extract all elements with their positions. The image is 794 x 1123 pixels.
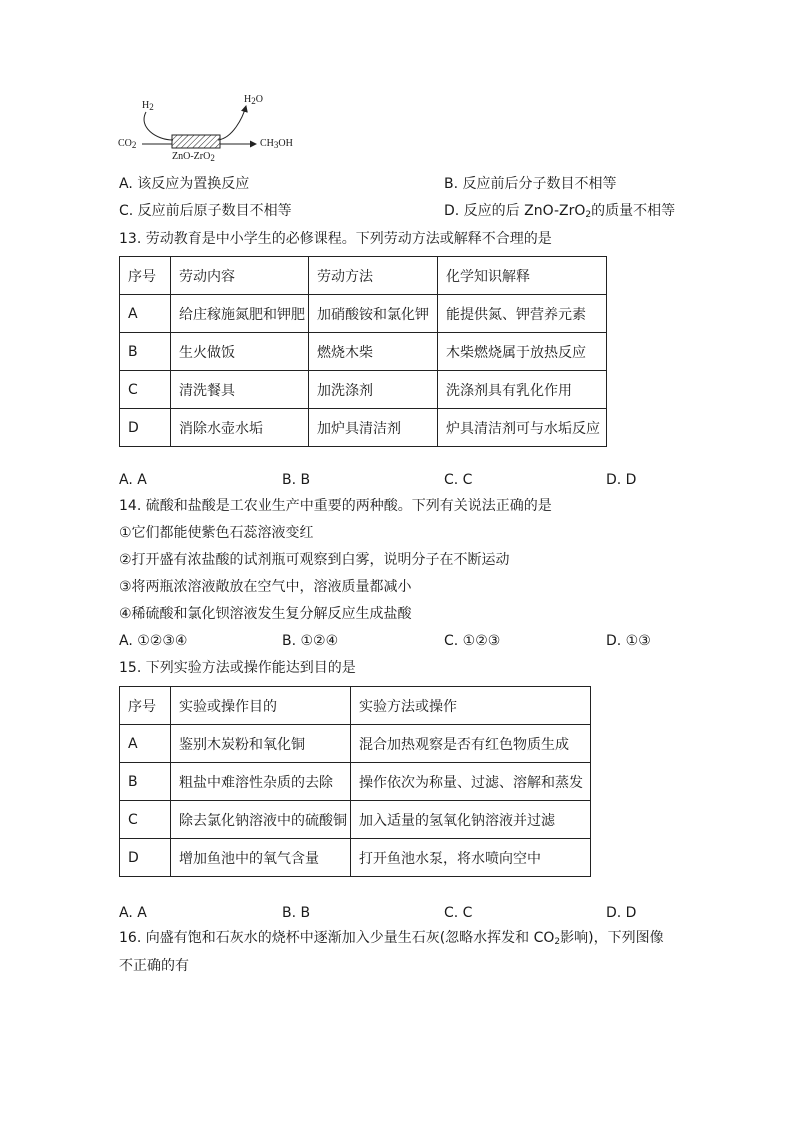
q15-option-a: A. A (119, 905, 147, 921)
q13-header-cell: 劳动内容 (171, 257, 309, 295)
table-row (120, 725, 591, 763)
q14-option-a: A. ①②③④ (119, 633, 188, 649)
q14-option-d: D. ①③ (606, 633, 651, 649)
q14-statement-1: ①它们都能使紫色石蕊溶液变红 (119, 525, 314, 541)
q12-option-b: B. 反应前后分子数目不相等 (444, 176, 617, 192)
table-cell: 加洗涤剂 (309, 371, 438, 409)
table-cell: D (120, 409, 171, 447)
h2o-label: H2O (244, 94, 263, 106)
table-row (120, 333, 607, 371)
q13-header-row (120, 257, 607, 295)
table-cell: B (120, 763, 171, 801)
table-cell: 加炉具清洁剂 (309, 409, 438, 447)
table-cell: 洗涤剂具有乳化作用 (438, 371, 607, 409)
table-cell: 消除水壶水垢 (171, 409, 309, 447)
q15-table (119, 686, 591, 877)
table-cell: 除去氯化钠溶液中的硫酸铜 (171, 801, 351, 839)
table-cell: 木柴燃烧属于放热反应 (438, 333, 607, 371)
q14-option-b: B. ①②④ (282, 633, 339, 649)
table-cell: C (120, 371, 171, 409)
table-cell: 燃烧木柴 (309, 333, 438, 371)
co2-label: CO2 (118, 138, 137, 150)
q15-option-c: C. C (444, 905, 473, 921)
q13-option-c: C. C (444, 472, 473, 488)
table-row (120, 839, 591, 877)
q13-table (119, 256, 607, 447)
table-cell: A (120, 725, 171, 763)
q13-option-b: B. B (282, 472, 311, 488)
q12-option-c: C. 反应前后原子数目不相等 (119, 203, 292, 219)
q15-option-b: B. B (282, 905, 311, 921)
q12-option-a: A. 该反应为置换反应 (119, 176, 250, 192)
q13-header-cell: 序号 (120, 257, 171, 295)
table-cell: 加硝酸铵和氯化钾 (309, 295, 438, 333)
q14-statement-3: ③将两瓶浓溶液敞放在空气中，溶液质量都减小 (119, 579, 412, 595)
q16-stem-line2: 不正确的有 (119, 958, 189, 974)
q13-stem: 13. 劳动教育是中小学生的必修课程。下列劳动方法或解释不合理的是 (119, 231, 552, 247)
table-cell: 混合加热观察是否有红色物质生成 (351, 725, 591, 763)
table-cell: 增加鱼池中的氧气含量 (171, 839, 351, 877)
q16-stem: 16. 向盛有饱和石灰水的烧杯中逐渐加入少量生石灰(忽略水挥发和 $CO_2$影响)，下列图像 (119, 930, 664, 947)
table-row (120, 763, 591, 801)
q15-header-row (120, 687, 591, 725)
q12-option-d: D. 反应的后 ZnO-ZrO$_2$的质量不相等 (444, 203, 676, 220)
table-cell: 打开鱼池水泵，将水喷向空中 (351, 839, 591, 877)
table-row (120, 801, 591, 839)
q15-option-d: D. D (606, 905, 637, 921)
table-cell: 加入适量的氢氧化钠溶液并过滤 (351, 801, 591, 839)
q13-header-cell: 劳动方法 (309, 257, 438, 295)
table-cell: A (120, 295, 171, 333)
table-cell: 炉具清洁剂可与水垢反应 (438, 409, 607, 447)
table-row (120, 295, 607, 333)
q13-option-a: A. A (119, 472, 147, 488)
ch3oh-label: CH3OH (260, 138, 293, 150)
q15-stem: 15. 下列实验方法或操作能达到目的是 (119, 660, 356, 676)
table-cell: 能提供氮、钾营养元素 (438, 295, 607, 333)
table-cell: 清洗餐具 (171, 371, 309, 409)
q15-header-cell: 实验方法或操作 (351, 687, 591, 725)
q15-header-cell: 实验或操作目的 (171, 687, 351, 725)
table-cell: 粗盐中难溶性杂质的去除 (171, 763, 351, 801)
q13-header-cell: 化学知识解释 (438, 257, 607, 295)
catalyst-label: ZnO-ZrO2 (172, 151, 215, 163)
q14-option-c: C. ①②③ (444, 633, 501, 649)
table-row (120, 409, 607, 447)
table-cell: D (120, 839, 171, 877)
q13-option-d: D. D (606, 472, 637, 488)
q15-header-cell: 序号 (120, 687, 171, 725)
q14-stem: 14. 硫酸和盐酸是工农业生产中重要的两种酸。下列有关说法正确的是 (119, 498, 552, 514)
table-cell: C (120, 801, 171, 839)
table-cell: 生火做饭 (171, 333, 309, 371)
reaction-diagram (118, 92, 308, 167)
h2-label: H2 (142, 100, 154, 112)
table-cell: B (120, 333, 171, 371)
table-cell: 给庄稼施氮肥和钾肥 (171, 295, 309, 333)
q14-statement-4: ④稀硫酸和氯化钡溶液发生复分解反应生成盐酸 (119, 606, 412, 622)
table-cell: 鉴别木炭粉和氧化铜 (171, 725, 351, 763)
table-row (120, 371, 607, 409)
q14-statement-2: ②打开盛有浓盐酸的试剂瓶可观察到白雾，说明分子在不断运动 (119, 552, 510, 568)
table-cell: 操作依次为称量、过滤、溶解和蒸发 (351, 763, 591, 801)
